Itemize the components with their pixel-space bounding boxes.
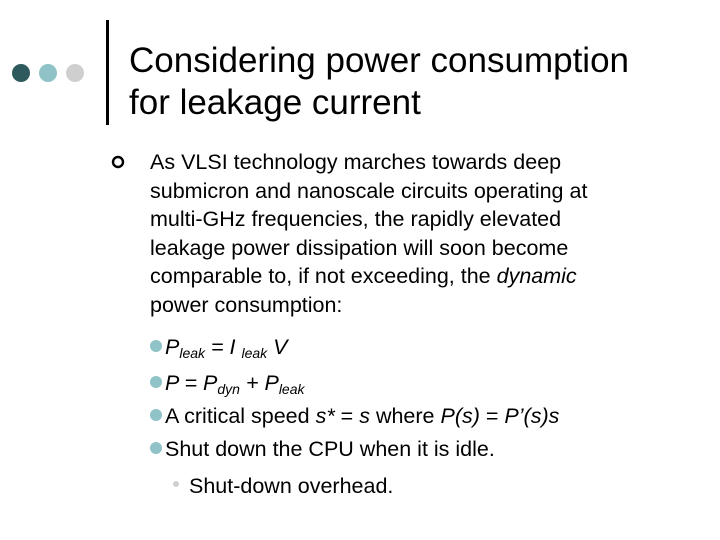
intro-line-3: multi-GHz frequencies, the rapidly elevated (150, 207, 562, 231)
eq3-pps: P’(s)s (504, 404, 560, 428)
eq2-dyn-sub: dyn (217, 381, 240, 397)
eq1-end: V (267, 335, 288, 359)
eq1-i-sub: leak (241, 345, 268, 361)
shutdown-text: Shut down the CPU when it is idle. (165, 437, 495, 461)
equation-total-power (150, 369, 305, 404)
eq3-ps: P(s) (440, 404, 480, 428)
grey-dot-icon (66, 64, 84, 82)
eq3-s: s (359, 404, 370, 428)
equation-leak-power (150, 333, 288, 368)
eq2-leak-sub: leak (278, 381, 305, 397)
eq2-plus: + P (239, 371, 279, 395)
eq2-mid: = P (178, 371, 218, 395)
eq1-p: P (165, 335, 180, 359)
teal-bullet-icon (150, 442, 162, 454)
shutdown-overhead-text: Shut-down overhead. (189, 474, 394, 498)
grey-bullet-icon (173, 481, 179, 487)
intro-line-5-text: comparable to, if not exceeding, the (150, 264, 491, 288)
teal-bullet-icon (150, 409, 162, 421)
eq3-eq: = (334, 404, 360, 428)
dark-dot-icon (12, 64, 30, 82)
intro-paragraph (150, 148, 650, 319)
shutdown-overhead-item (173, 472, 393, 501)
eq3-eq2: = (479, 404, 505, 428)
teal-bullet-icon (150, 340, 162, 352)
intro-line-4: leakage power dissipation will soon become (150, 235, 569, 260)
eq3-prefix: A critical speed (165, 404, 316, 428)
teal-dot-icon (39, 64, 57, 82)
decorative-dots (12, 64, 102, 84)
shutdown-item (150, 435, 495, 464)
ring-bullet-icon (111, 155, 125, 169)
dynamic-word: dynamic (496, 264, 577, 288)
critical-speed-item (150, 402, 559, 431)
intro-line-2: submicron and nanoscale circuits operating at (150, 178, 588, 203)
intro-line-6: power consumption: (150, 292, 343, 317)
teal-bullet-icon (150, 376, 162, 388)
eq3-where: where (369, 404, 441, 428)
title-line-1: Considering power consumption (129, 41, 629, 80)
intro-line-1: As VLSI technology marches towards deep (150, 150, 562, 174)
eq1-mid: = I (205, 335, 242, 359)
title-line-2: for leakage current (129, 83, 421, 122)
eq2-p: P (165, 371, 179, 395)
eq3-sstar: s* (315, 404, 335, 428)
title-divider (106, 20, 109, 125)
intro-line-5 (150, 262, 650, 291)
slide-title (129, 40, 709, 124)
eq1-p-sub: leak (179, 345, 206, 361)
